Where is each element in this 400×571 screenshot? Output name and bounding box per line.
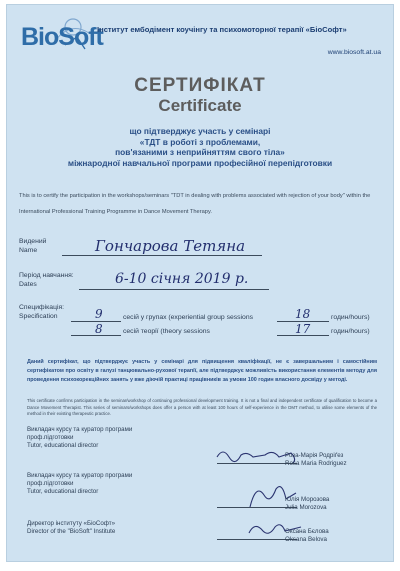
signatory-1-role-ua: Викладач курсу та куратор програми проф.підготовки — [27, 426, 133, 441]
signatory-3-role — [27, 520, 115, 536]
website: www.biosoft.at.ua — [327, 49, 381, 56]
signatory-2-name-ua: Юлія Морозова — [285, 496, 330, 503]
title-ukrainian: СЕРТИФІКАТ — [134, 75, 266, 96]
disclaimer-english: This certificate confirms participation in the seminar/workshop of continuing professional development training. It is not a final and independent certificate of qualification to become a Dance Movement Therapist. This series of seminars/workshops does offer a person with at least 100 hours of self-experience in the DMT method, to utilise some elements of the method in their existing therapeutic practice. — [27, 398, 377, 416]
group-hours-value: 18 — [295, 307, 311, 321]
dates-handwritten: 6-10 січня 2019 р. — [115, 271, 249, 287]
signatory-1-role-en: Tutor, educational director — [27, 442, 99, 449]
confirmation-block — [7, 126, 393, 168]
signatory-2-role-ua: Викладач курсу та куратор програми проф.підготовки — [27, 472, 133, 487]
certificate-page — [6, 4, 394, 562]
signatory-3-name-en: Oksana Belova — [285, 536, 327, 543]
disclaimer-ukrainian: Даний сертифікат, що підтверджує участь у семінарі для підвищення кваліфікації, не є завершальним і самостійним сертифікатом про освіту в галузі танцювально-рухової терапії, але підтверджує можливість використання елементів методу для проведення психокорекційних занять у вже діючій практиці працівників за умови 100 годин власного досвіду у методі. — [27, 359, 377, 383]
confirmation-line: «ТДТ в роботі з проблемами, — [139, 136, 261, 147]
theory-hours-unit: годин/hours) — [331, 328, 370, 335]
signatory-2-role — [27, 472, 147, 496]
title-english: Certificate — [158, 96, 242, 115]
group-hours-unit: годин/hours) — [331, 314, 370, 321]
spec-label-ua: Специфікація: — [19, 304, 65, 311]
signatory-3-name — [285, 528, 367, 544]
group-sessions-label: сесій у групах (experiential group sessions — [123, 314, 254, 321]
signatory-1-name — [285, 452, 367, 468]
theory-hours-value: 17 — [295, 322, 311, 336]
dates-label-ua: Період навчання: — [19, 272, 74, 279]
signatory-1-role — [27, 426, 147, 450]
signatory-2-name — [285, 496, 367, 512]
name-underline — [62, 255, 262, 256]
english-statement: This is to certify the participation in the workshops/seminars "TDT in dealing with problems associated with rejection of your body" within the International Professional Training Programme in Dance Movement Therapy. — [19, 193, 371, 215]
name-label-ua: Видений — [19, 238, 47, 245]
name-label-en: Name — [19, 247, 38, 254]
dates-underline — [79, 289, 269, 290]
confirmation-line: що підтверджує участь у семінарі — [129, 126, 271, 136]
dates-label — [19, 271, 74, 289]
signatory-3-role-en: Director of the "BioSoft" Institute — [27, 528, 116, 535]
name-handwritten: Гончарова Тетяна — [95, 237, 246, 255]
spec-label-en: Specification — [19, 313, 58, 320]
name-label — [19, 237, 46, 255]
signatory-2-name-en: Julia Morozova — [285, 504, 327, 511]
signatory-3-name-ua: Оксана Бєлова — [285, 528, 329, 535]
dates-label-en: Dates — [19, 281, 37, 288]
confirmation-line: міжнародної навчальної програми професійної перепідготовки — [67, 157, 333, 168]
group-sessions-value: 9 — [95, 307, 103, 321]
theory-sessions-value: 8 — [95, 322, 103, 336]
institute-name: Інститут ембодімент коучінгу та психомоторної терапії «БіоСофт» — [97, 25, 347, 34]
biosoft-logo — [15, 15, 110, 55]
signatory-1-name-en: Rosa Maria Rodriguez — [285, 460, 347, 467]
signatory-3-role-ua: Директор інституту «БіоСофт» — [27, 520, 116, 527]
signatory-2-role-en: Tutor, educational director — [27, 488, 99, 495]
spec-label — [19, 303, 64, 321]
signatory-1-name-ua: Роза-Марія Родріґез — [285, 452, 344, 459]
logo-wordmark: BioSoft — [21, 23, 103, 51]
confirmation-line: пов'язаними з неприйняттям свого тіла» — [115, 147, 285, 157]
theory-sessions-label: сесій теорії (theory sessions — [123, 328, 210, 335]
